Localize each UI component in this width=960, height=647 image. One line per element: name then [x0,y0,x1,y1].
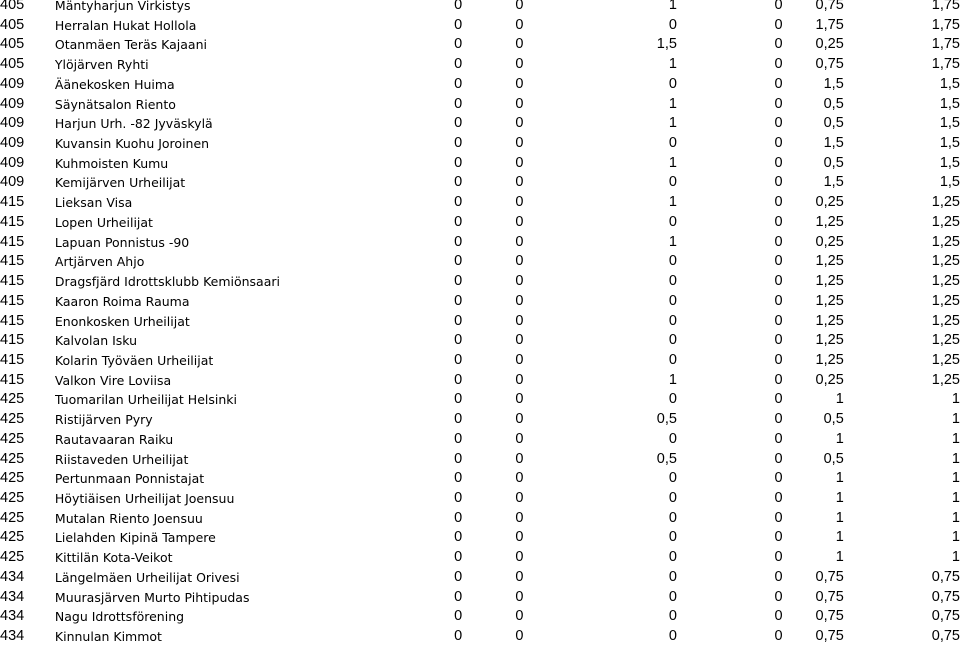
score-cell-4: 0 [774,16,783,33]
score-cell-5: 0,25 [815,194,844,211]
score-cell-4: 0 [774,588,783,605]
score-cell-1: 0 [454,568,463,585]
table-row [0,134,960,154]
score-cell-3: 0 [668,588,677,605]
score-cell-3: 0 [668,351,677,368]
club-name-cell: Kaaron Roima Rauma [54,293,190,309]
score-cell-1: 0 [454,174,463,191]
score-cell-5: 0,75 [815,568,844,585]
total-score-cell: 1,25 [931,194,960,211]
score-cell-4: 0 [774,135,783,152]
score-cell-1: 0 [454,36,463,53]
score-cell-4: 0 [774,75,783,92]
table-row [0,450,960,470]
rank-cell: 425 [0,450,25,467]
score-cell-2: 0 [515,56,524,73]
table-row [0,568,960,588]
score-cell-4: 0 [774,470,783,487]
score-cell-2: 0 [515,351,524,368]
score-cell-1: 0 [454,292,463,309]
total-score-cell: 1,25 [931,233,960,250]
score-cell-5: 1,25 [815,332,844,349]
score-cell-2: 0 [515,233,524,250]
rank-cell: 409 [0,174,25,191]
club-name-cell: Mäntyharjun Virkistys [54,0,191,13]
table-row [0,627,960,647]
table-row [0,331,960,351]
rank-cell: 415 [0,371,25,388]
club-name-cell: Kalvolan Isku [54,333,138,349]
score-cell-1: 0 [454,332,463,349]
score-cell-2: 0 [515,16,524,33]
score-cell-2: 0 [515,568,524,585]
total-score-cell: 1,25 [931,351,960,368]
score-cell-1: 0 [454,411,463,428]
club-name-cell: Lieksan Visa [54,195,133,211]
score-cell-1: 0 [454,115,463,132]
rank-cell: 409 [0,135,25,152]
table-row [0,154,960,174]
rank-cell: 425 [0,411,25,428]
table-row [0,272,960,292]
score-cell-3: 0 [668,213,677,230]
score-cell-4: 0 [774,568,783,585]
score-cell-1: 0 [454,450,463,467]
score-cell-2: 0 [515,0,524,13]
rank-cell: 405 [0,0,25,13]
total-score-cell: 1,25 [931,312,960,329]
score-cell-4: 0 [774,391,783,408]
club-name-cell: Ristijärven Pyry [54,412,153,428]
score-cell-1: 0 [454,95,463,112]
table-row [0,75,960,95]
table-row [0,233,960,253]
rank-cell: 415 [0,213,25,230]
club-name-cell: Säynätsalon Riento [54,96,176,112]
score-cell-3: 0 [668,549,677,566]
total-score-cell: 0,75 [931,608,960,625]
rank-cell: 415 [0,332,25,349]
total-score-cell: 1,5 [939,135,960,152]
score-cell-3: 0 [668,16,677,33]
score-cell-5: 1,25 [815,273,844,290]
rank-cell: 415 [0,351,25,368]
rank-cell: 425 [0,509,25,526]
score-cell-5: 0,25 [815,233,844,250]
score-cell-3: 1 [668,0,677,13]
score-cell-5: 0,25 [815,36,844,53]
score-cell-3: 0,5 [656,450,677,467]
club-name-cell: Äänekosken Huima [54,76,175,92]
score-cell-5: 1,25 [815,253,844,270]
club-name-cell: Harjun Urh. -82 Jyväskylä [54,116,213,132]
total-score-cell: 0,75 [931,588,960,605]
score-cell-4: 0 [774,351,783,368]
score-cell-4: 0 [774,608,783,625]
score-cell-3: 0 [668,568,677,585]
score-cell-2: 0 [515,489,524,506]
score-cell-1: 0 [454,154,463,171]
score-cell-2: 0 [515,213,524,230]
score-cell-2: 0 [515,529,524,546]
club-name-cell: Dragsfjärd Idrottsklubb Kemiönsaari [54,274,280,290]
table-row [0,292,960,312]
score-cell-2: 0 [515,36,524,53]
total-score-cell: 1,25 [931,332,960,349]
score-cell-5: 1 [835,470,844,487]
rank-cell: 405 [0,56,25,73]
club-name-cell: Höytiäisen Urheilijat Joensuu [54,490,235,506]
club-name-cell: Längelmäen Urheilijat Orivesi [54,569,240,585]
score-cell-3: 0 [668,292,677,309]
total-score-cell: 1 [951,509,960,526]
score-cell-2: 0 [515,470,524,487]
total-score-cell: 1 [951,529,960,546]
score-cell-2: 0 [515,273,524,290]
total-score-cell: 1,25 [931,253,960,270]
score-cell-5: 1 [835,529,844,546]
total-score-cell: 1,75 [931,16,960,33]
rank-cell: 425 [0,391,25,408]
total-score-cell: 1 [951,450,960,467]
score-cell-3: 1 [668,371,677,388]
score-cell-4: 0 [774,213,783,230]
score-cell-5: 0,25 [815,371,844,388]
total-score-cell: 1,25 [931,371,960,388]
score-cell-4: 0 [774,36,783,53]
score-cell-1: 0 [454,430,463,447]
table-row [0,0,960,16]
score-cell-4: 0 [774,332,783,349]
score-cell-5: 1 [835,489,844,506]
club-name-cell: Kuvansin Kuohu Joroinen [54,136,210,152]
club-name-cell: Herralan Hukat Hollola [54,17,197,33]
score-cell-4: 0 [774,115,783,132]
score-cell-1: 0 [454,16,463,33]
table-row [0,469,960,489]
rank-cell: 434 [0,588,25,605]
score-cell-5: 1,25 [815,292,844,309]
club-name-cell: Artjärven Ahjo [54,254,145,270]
score-cell-1: 0 [454,312,463,329]
total-score-cell: 1 [951,549,960,566]
table-row [0,55,960,75]
total-score-cell: 1 [951,470,960,487]
score-cell-1: 0 [454,253,463,270]
rank-cell: 425 [0,430,25,447]
total-score-cell: 1,25 [931,292,960,309]
score-cell-1: 0 [454,489,463,506]
score-cell-3: 0 [668,312,677,329]
rank-cell: 415 [0,233,25,250]
club-name-cell: Kolarin Työväen Urheilijat [54,352,214,368]
score-cell-3: 0 [668,430,677,447]
score-cell-1: 0 [454,470,463,487]
score-cell-2: 0 [515,154,524,171]
table-row [0,548,960,568]
rank-cell: 405 [0,16,25,33]
score-cell-1: 0 [454,233,463,250]
score-cell-3: 0 [668,174,677,191]
score-cell-4: 0 [774,509,783,526]
table-row [0,528,960,548]
table-row [0,607,960,627]
score-cell-4: 0 [774,371,783,388]
score-cell-3: 0 [668,529,677,546]
total-score-cell: 1 [951,391,960,408]
score-cell-4: 0 [774,194,783,211]
score-cell-5: 0,5 [823,154,844,171]
score-cell-2: 0 [515,95,524,112]
score-cell-3: 0 [668,608,677,625]
score-cell-5: 1 [835,391,844,408]
score-cell-3: 1 [668,194,677,211]
score-cell-1: 0 [454,371,463,388]
score-cell-2: 0 [515,332,524,349]
score-cell-3: 0 [668,628,677,644]
total-score-cell: 0,75 [931,628,960,644]
total-score-cell: 1,25 [931,213,960,230]
score-cell-5: 0,5 [823,411,844,428]
score-cell-5: 1,25 [815,213,844,230]
club-name-cell: Nagu Idrottsförening [54,609,185,625]
score-cell-2: 0 [515,549,524,566]
score-cell-4: 0 [774,233,783,250]
score-cell-4: 0 [774,253,783,270]
total-score-cell: 1,5 [939,95,960,112]
total-score-cell: 1,25 [931,273,960,290]
score-cell-4: 0 [774,174,783,191]
club-name-cell: Lopen Urheilijat [54,214,153,230]
score-cell-2: 0 [515,312,524,329]
score-cell-4: 0 [774,430,783,447]
table-row [0,588,960,608]
table-row [0,35,960,55]
total-score-cell: 1 [951,411,960,428]
score-cell-1: 0 [454,273,463,290]
score-cell-3: 1,5 [656,36,677,53]
score-cell-2: 0 [515,588,524,605]
table-row [0,312,960,332]
score-cell-4: 0 [774,450,783,467]
total-score-cell: 1,5 [939,75,960,92]
table-row [0,371,960,391]
score-cell-3: 1 [668,56,677,73]
score-cell-5: 0,75 [815,628,844,644]
score-cell-5: 0,75 [815,0,844,13]
score-cell-2: 0 [515,371,524,388]
table-row [0,351,960,371]
score-cell-5: 1 [835,549,844,566]
score-cell-3: 0 [668,332,677,349]
rank-cell: 415 [0,253,25,270]
rank-cell: 425 [0,470,25,487]
score-cell-2: 0 [515,115,524,132]
table-row [0,410,960,430]
total-score-cell: 1,5 [939,115,960,132]
total-score-cell: 0,75 [931,568,960,585]
score-cell-2: 0 [515,135,524,152]
score-cell-2: 0 [515,194,524,211]
rank-cell: 425 [0,549,25,566]
club-name-cell: Ylöjärven Ryhti [54,57,149,73]
score-cell-5: 1 [835,430,844,447]
score-cell-4: 0 [774,529,783,546]
score-cell-4: 0 [774,549,783,566]
score-cell-3: 1 [668,115,677,132]
score-cell-3: 0 [668,470,677,487]
score-cell-3: 0 [668,489,677,506]
club-name-cell: Mutalan Riento Joensuu [54,510,203,526]
score-cell-4: 0 [774,154,783,171]
rank-cell: 409 [0,75,25,92]
score-cell-1: 0 [454,529,463,546]
score-cell-5: 1,5 [823,75,844,92]
score-cell-5: 1,75 [815,16,844,33]
rank-cell: 415 [0,292,25,309]
score-cell-3: 0 [668,391,677,408]
score-cell-1: 0 [454,628,463,644]
score-cell-3: 1 [668,95,677,112]
total-score-cell: 1,5 [939,154,960,171]
table-row [0,252,960,272]
score-cell-2: 0 [515,75,524,92]
rank-cell: 415 [0,194,25,211]
score-cell-1: 0 [454,135,463,152]
total-score-cell: 1 [951,430,960,447]
rank-cell: 409 [0,115,25,132]
rank-cell: 409 [0,95,25,112]
score-cell-5: 0,75 [815,588,844,605]
score-cell-1: 0 [454,0,463,13]
score-cell-2: 0 [515,174,524,191]
table-row [0,173,960,193]
score-cell-2: 0 [515,253,524,270]
score-cell-4: 0 [774,411,783,428]
rank-cell: 434 [0,568,25,585]
score-cell-4: 0 [774,489,783,506]
club-name-cell: Enonkosken Urheilijat [54,313,190,329]
score-cell-2: 0 [515,509,524,526]
score-cell-2: 0 [515,391,524,408]
score-cell-2: 0 [515,608,524,625]
score-cell-4: 0 [774,273,783,290]
score-cell-5: 0,75 [815,608,844,625]
club-name-cell: Rautavaaran Raiku [54,431,174,447]
score-cell-3: 1 [668,154,677,171]
score-cell-3: 0 [668,135,677,152]
total-score-cell: 1,75 [931,56,960,73]
score-cell-1: 0 [454,213,463,230]
score-cell-5: 1,25 [815,312,844,329]
club-name-cell: Kemijärven Urheilijat [54,175,186,191]
score-cell-5: 1,5 [823,135,844,152]
score-cell-5: 0,75 [815,56,844,73]
score-cell-4: 0 [774,0,783,13]
table-row [0,390,960,410]
rank-cell: 434 [0,628,25,644]
table-row [0,114,960,134]
score-cell-3: 0 [668,253,677,270]
club-name-cell: Kuhmoisten Kumu [54,155,169,171]
score-cell-2: 0 [515,628,524,644]
table-row [0,430,960,450]
score-cell-5: 1,5 [823,174,844,191]
club-name-cell: Tuomarilan Urheilijat Helsinki [54,392,237,408]
score-cell-5: 0,5 [823,95,844,112]
total-score-cell: 1,5 [939,174,960,191]
rank-cell: 434 [0,608,25,625]
score-cell-1: 0 [454,56,463,73]
club-name-cell: Otanmäen Teräs Kajaani [54,37,207,53]
table-row [0,95,960,115]
score-cell-3: 1 [668,233,677,250]
rank-cell: 405 [0,36,25,53]
score-cell-5: 0,5 [823,450,844,467]
score-cell-3: 0 [668,273,677,290]
score-cell-2: 0 [515,411,524,428]
score-cell-3: 0 [668,75,677,92]
score-cell-2: 0 [515,450,524,467]
score-cell-4: 0 [774,628,783,644]
score-cell-1: 0 [454,75,463,92]
score-cell-1: 0 [454,549,463,566]
score-cell-4: 0 [774,56,783,73]
rank-cell: 409 [0,154,25,171]
table-row [0,489,960,509]
score-cell-1: 0 [454,509,463,526]
score-cell-4: 0 [774,292,783,309]
club-name-cell: Pertunmaan Ponnistajat [54,471,205,487]
score-cell-1: 0 [454,608,463,625]
table-row [0,16,960,36]
rank-cell: 425 [0,489,25,506]
table-row [0,193,960,213]
score-cell-5: 0,5 [823,115,844,132]
total-score-cell: 1,75 [931,0,960,13]
score-cell-4: 0 [774,312,783,329]
club-name-cell: Lielahden Kipinä Tampere [54,530,216,546]
score-cell-5: 1 [835,509,844,526]
score-cell-1: 0 [454,391,463,408]
club-name-cell: Riistaveden Urheilijat [54,451,189,467]
club-name-cell: Kittilän Kota-Veikot [54,550,173,566]
table-row [0,213,960,233]
club-name-cell: Valkon Vire Loviisa [54,372,172,388]
club-name-cell: Kinnulan Kimmot [54,629,162,644]
table-row [0,509,960,529]
score-cell-1: 0 [454,351,463,368]
rank-cell: 425 [0,529,25,546]
rank-cell: 415 [0,273,25,290]
total-score-cell: 1,75 [931,36,960,53]
score-cell-1: 0 [454,588,463,605]
club-name-cell: Lapuan Ponnistus -90 [54,234,190,250]
score-cell-4: 0 [774,95,783,112]
score-cell-2: 0 [515,292,524,309]
total-score-cell: 1 [951,489,960,506]
rank-cell: 415 [0,312,25,329]
score-cell-5: 1,25 [815,351,844,368]
score-cell-3: 0,5 [656,411,677,428]
score-cell-1: 0 [454,194,463,211]
club-name-cell: Muurasjärven Murto Pihtipudas [54,589,250,605]
score-cell-2: 0 [515,430,524,447]
score-cell-3: 0 [668,509,677,526]
